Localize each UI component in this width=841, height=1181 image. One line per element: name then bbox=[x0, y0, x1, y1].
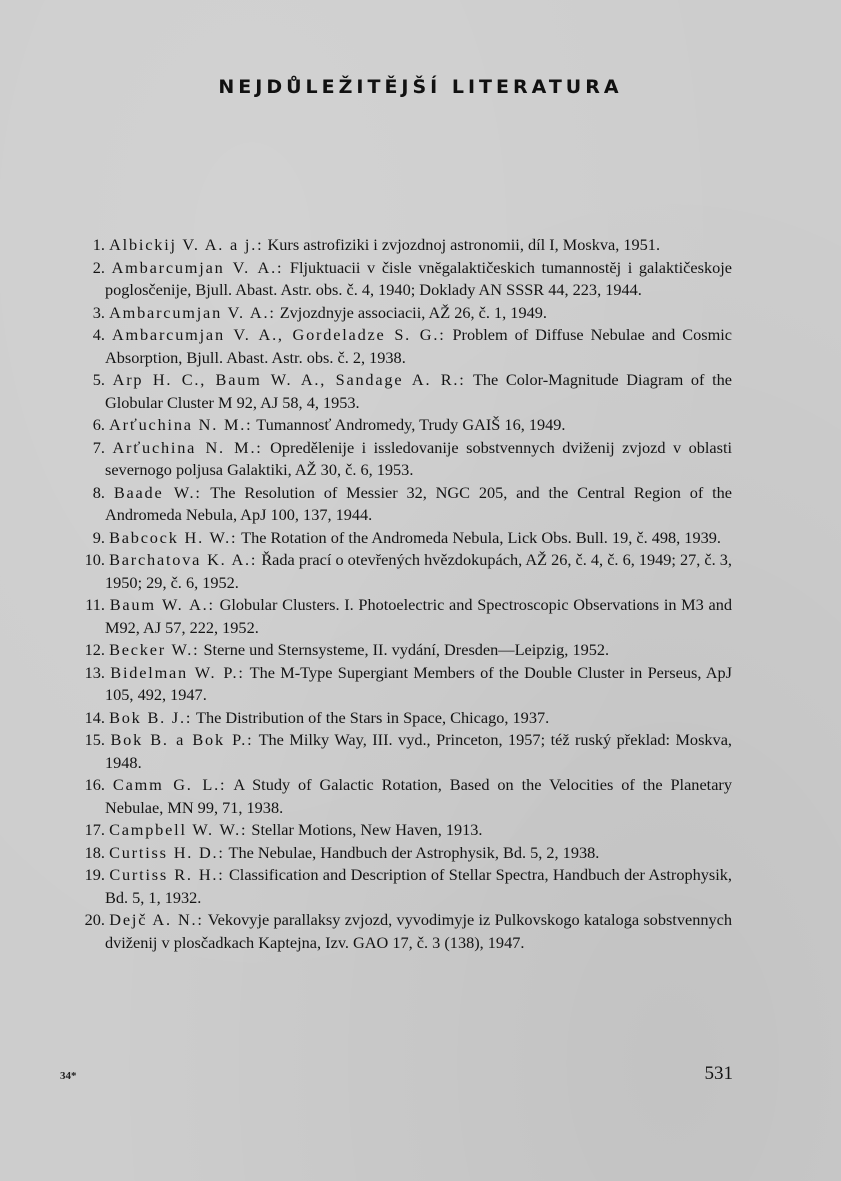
reference-item bbox=[68, 594, 732, 639]
reference-number: 12. bbox=[84, 640, 105, 659]
reference-body bbox=[105, 639, 732, 662]
reference-author: Baade W.: bbox=[113, 482, 202, 502]
reference-text: Kurs astrofiziki i zvjozdnoj astronomii, díl I, Moskva, 1951. bbox=[263, 235, 661, 254]
reference-number: 17. bbox=[84, 820, 105, 839]
reference-item bbox=[68, 819, 732, 842]
reference-number: 16. bbox=[84, 775, 105, 794]
reference-number: 13. bbox=[84, 662, 105, 682]
reference-author: Ambarcumjan V. A., Gordeladze S. G.: bbox=[111, 325, 446, 344]
reference-author: Albickij V. A. a j.: bbox=[109, 235, 264, 254]
reference-number: 19. bbox=[84, 865, 105, 884]
reference-author: Babcock H. W.: bbox=[109, 527, 238, 547]
signature-mark: 34* bbox=[60, 1070, 77, 1082]
reference-text: Classification and Description of Stellar Spectra, Handbuch der Astrophysik, Bd. 5, 1, 1932. bbox=[105, 865, 732, 907]
reference-item bbox=[68, 842, 732, 865]
page-title: NEJDŮLEŽITĚJŠÍ LITERATURA bbox=[218, 76, 623, 98]
reference-item bbox=[68, 324, 732, 369]
reference-text: Globular Clusters. I. Photoelectric and Spectroscopic Observations in M3 and M92, AJ 57, 222, 1952. bbox=[105, 595, 732, 637]
reference-body bbox=[105, 729, 732, 774]
reference-text: Problem of Diffuse Nebulae and Cosmic Absorption, Bjull. Abast. Astr. obs. č. 2, 1938. bbox=[105, 325, 732, 367]
reference-body bbox=[105, 302, 732, 325]
reference-body bbox=[105, 549, 732, 594]
reference-number: 15. bbox=[84, 730, 105, 749]
reference-body bbox=[105, 909, 732, 954]
reference-author: Barchatova K. A.: bbox=[109, 550, 258, 569]
reference-item bbox=[68, 482, 732, 527]
reference-body bbox=[105, 819, 732, 842]
reference-number: 3. bbox=[92, 302, 105, 322]
reference-text: Opredělenije i issledovanije sobstvennych dviženij zvjozd v oblasti severnogo poljusa Galaktiki, AŽ 30, č. 6, 1953. bbox=[105, 437, 733, 479]
reference-number: 11. bbox=[85, 595, 105, 614]
reference-author: Curtiss R. H.: bbox=[109, 865, 225, 884]
page-number: 531 bbox=[704, 1063, 733, 1084]
reference-text: The M-Type Supergiant Members of the Double Cluster in Perseus, ApJ 105, 492, 1947. bbox=[105, 662, 733, 704]
reference-text: The Milky Way, III. vyd., Princeton, 1957; též ruský překlad: Moskva, 1948. bbox=[105, 730, 732, 772]
reference-author: Arp H. C., Baum W. A., Sandage A. R.: bbox=[112, 370, 466, 389]
reference-body bbox=[105, 437, 732, 482]
reference-author: Arťuchina N. M.: bbox=[112, 437, 263, 457]
reference-item bbox=[68, 864, 732, 909]
reference-author: Ambarcumjan V. A.: bbox=[111, 257, 284, 277]
reference-body bbox=[105, 482, 732, 527]
reference-text: A Study of Galactic Rotation, Based on the Velocities of the Planetary Nebulae, MN 99, 71, 1938. bbox=[105, 775, 732, 817]
reference-number: 5. bbox=[92, 370, 105, 389]
reference-item bbox=[68, 639, 732, 662]
reference-number: 20. bbox=[84, 910, 105, 929]
reference-item bbox=[68, 909, 732, 954]
reference-number: 6. bbox=[92, 415, 105, 434]
reference-body bbox=[105, 414, 732, 437]
reference-author: Bok B. J.: bbox=[109, 707, 193, 727]
reference-body bbox=[105, 527, 732, 550]
reference-text: Sterne und Sternsysteme, II. vydání, Dresden—Leipzig, 1952. bbox=[199, 640, 610, 659]
reference-body bbox=[105, 369, 732, 414]
reference-body bbox=[105, 707, 732, 730]
reference-author: Arťuchina N. M.: bbox=[109, 415, 253, 434]
reference-number: 2. bbox=[92, 257, 105, 277]
reference-item bbox=[68, 527, 732, 550]
reference-text: Fljuktuacii v čisle vnĕgalaktičeskich tumannostĕj i galaktičeskoje poglosčenije, Bjull. Abast. Astr. obs. č. 4, 1940; Doklady AN SSSR 44, 223, 1944. bbox=[105, 257, 732, 299]
reference-author: Ambarcumjan V. A.: bbox=[109, 302, 276, 322]
reference-author: Bok B. a Bok P.: bbox=[110, 730, 254, 749]
reference-author: Becker W.: bbox=[109, 640, 200, 659]
reference-text: The Resolution of Messier 32, NGC 205, and the Central Region of the Andromeda Nebula, ApJ 100, 137, 1944. bbox=[105, 482, 733, 524]
reference-item bbox=[68, 707, 732, 730]
reference-body bbox=[105, 324, 732, 369]
reference-body bbox=[105, 774, 732, 819]
reference-item bbox=[68, 257, 732, 302]
reference-body bbox=[105, 842, 732, 865]
reference-item bbox=[68, 437, 732, 482]
reference-item bbox=[68, 729, 732, 774]
reference-item bbox=[68, 774, 732, 819]
reference-number: 1. bbox=[92, 235, 105, 254]
reference-text: Stellar Motions, New Haven, 1913. bbox=[247, 820, 483, 839]
reference-author: Dejč A. N.: bbox=[109, 910, 204, 929]
reference-item bbox=[68, 414, 732, 437]
reference-author: Campbell W. W.: bbox=[109, 820, 248, 839]
reference-item bbox=[68, 302, 732, 325]
reference-body bbox=[105, 234, 732, 257]
reference-text: The Distribution of the Stars in Space, Chicago, 1937. bbox=[192, 707, 550, 727]
reference-author: Baum W. A.: bbox=[109, 595, 215, 614]
reference-text: Vekovyje parallaksy zvjozd, vyvodimyje iz Pulkovskogo kataloga sobstvennych dviženij v plosčadkach Kaptejna, Izv. GAO 17, č. 3 (138), 1947. bbox=[105, 910, 732, 952]
reference-text: Řada prací o otevřených hvězdokupách, AŽ 26, č. 4, č. 6, 1949; 27, č. 3, 1950; 29, č. 6, 1952. bbox=[105, 550, 733, 592]
reference-number: 14. bbox=[84, 707, 105, 727]
reference-body bbox=[105, 594, 732, 639]
reference-item bbox=[68, 662, 732, 707]
reference-body bbox=[105, 864, 732, 909]
reference-text: Tumannosť Andromedy, Trudy GAIŠ 16, 1949. bbox=[252, 415, 566, 434]
reference-text: The Nebulae, Handbuch der Astrophysik, Bd. 5, 2, 1938. bbox=[224, 842, 600, 862]
reference-text: The Rotation of the Andromeda Nebula, Lick Obs. Bull. 19, č. 498, 1939. bbox=[237, 527, 721, 547]
reference-body bbox=[105, 257, 732, 302]
reference-number: 7. bbox=[92, 437, 105, 457]
reference-number: 10. bbox=[84, 550, 105, 569]
reference-item bbox=[68, 369, 732, 414]
reference-list bbox=[68, 234, 732, 954]
reference-text: The Color-Magnitude Diagram of the Globular Cluster M 92, AJ 58, 4, 1953. bbox=[105, 370, 732, 412]
reference-number: 8. bbox=[92, 482, 105, 502]
reference-author: Bidelman W. P.: bbox=[110, 662, 245, 682]
reference-author: Camm G. L.: bbox=[112, 775, 227, 794]
reference-number: 4. bbox=[92, 325, 105, 344]
reference-item bbox=[68, 234, 732, 257]
reference-body bbox=[105, 662, 732, 707]
reference-number: 9. bbox=[92, 527, 105, 547]
reference-author: Curtiss H. D.: bbox=[109, 842, 225, 862]
reference-text: Zvjozdnyje associacii, AŽ 26, č. 1, 1949. bbox=[275, 302, 547, 322]
reference-number: 18. bbox=[84, 842, 105, 862]
reference-item bbox=[68, 549, 732, 594]
